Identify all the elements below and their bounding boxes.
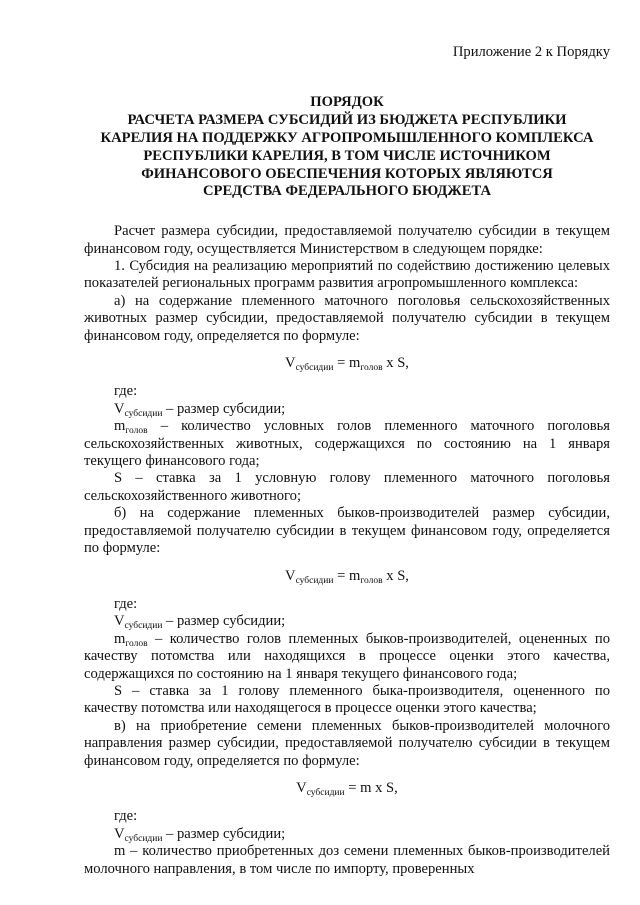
where-label: где: [114,808,138,825]
clause-b: б) на содержание племенных быков-производителей размер субсидии, предоставляемой получателю субсидии в текущем финансовом году, определяется по формуле: [84,505,610,557]
definition-m: $m_{голов}$ – количество голов племенных быков-производителей, оцененных по качеству потомства или находящихся в процессе оценки этого качества, содержащихся по состоянию на 1 января текущего финансового года; [84,630,610,682]
title-line: РЕСПУБЛИКИ КАРЕЛИЯ, В ТОМ ЧИСЛЕ ИСТОЧНИКОМ [143,147,551,164]
formula-c: $V_{субсидии} = m$ x S, [296,779,398,798]
definition-s: S – ставка за 1 голову племенного быка-производителя, оцененного по качеству потомства или находящегося в процессе оценки этого качества; [84,682,610,717]
definition-s: S – ставка за 1 условную голову племенного маточного поголовья сельскохозяйственного животного; [84,470,610,504]
title-line: ПОРЯДОК [310,94,384,111]
definition-m: m – количество приобретенных доз семени племенных быков-производителей молочного направления, в том числе по импорту, проверенных [84,843,610,877]
title-line: РАСЧЕТА РАЗМЕРА СУБСИДИЙ ИЗ БЮДЖЕТА РЕСПУБЛИКИ [127,112,567,129]
document-title [84,94,610,201]
formula-b: $V_{субсидии} = m_{голов}$ x S, [285,567,409,586]
title-line: ФИНАНСОВОГО ОБЕСПЕЧЕНИЯ КОТОРЫХ ЯВЛЯЮТСЯ [141,165,553,182]
formula-a: $V_{субсидии} = m_{голов}$ x S, [285,355,409,374]
title-line: СРЕДСТВА ФЕДЕРАЛЬНОГО БЮДЖЕТА [202,183,491,200]
clause-c: в) на приобретение семени племенных быков-производителей молочного направления размер субсидии, предоставляемой получателю субсидии в текущем финансовом году, определяется по формуле: [84,717,610,769]
definition-v: $V_{субсидии}$ – размер субсидии; [114,613,286,632]
appendix-label: Приложение 2 к Порядку [452,44,610,60]
title-line: КАРЕЛИЯ НА ПОДДЕРЖКУ АГРОПРОМЫШЛЕННОГО КОМПЛЕКСА [100,130,594,146]
definition-v: $V_{субсидии}$ – размер субсидии; [114,825,286,844]
where-label: где: [114,595,138,612]
intro-paragraph: Расчет размера субсидии, предоставляемой получателю субсидии в текущем финансовом году, осуществляется Министерством в следующем порядке: [84,223,610,257]
where-label: где: [114,383,138,400]
definition-v: $V_{субсидии}$ – размер субсидии; [114,400,286,419]
clause-1: 1. Субсидия на реализацию мероприятий по содействию достижению целевых показателей региональных программ развития агропромышленного комплекса: [84,258,610,292]
definition-m: $m_{голов}$ – количество условных голов племенного маточного поголовья сельскохозяйственных животных, содержащихся по состоянию на 1 января текущего финансового года; [84,418,610,470]
clause-a: а) на содержание племенного маточного поголовья сельскохозяйственных животных размер субсидии, предоставляемой получателю субсидии в текущем финансовом году, определяется по формуле: [84,292,610,344]
